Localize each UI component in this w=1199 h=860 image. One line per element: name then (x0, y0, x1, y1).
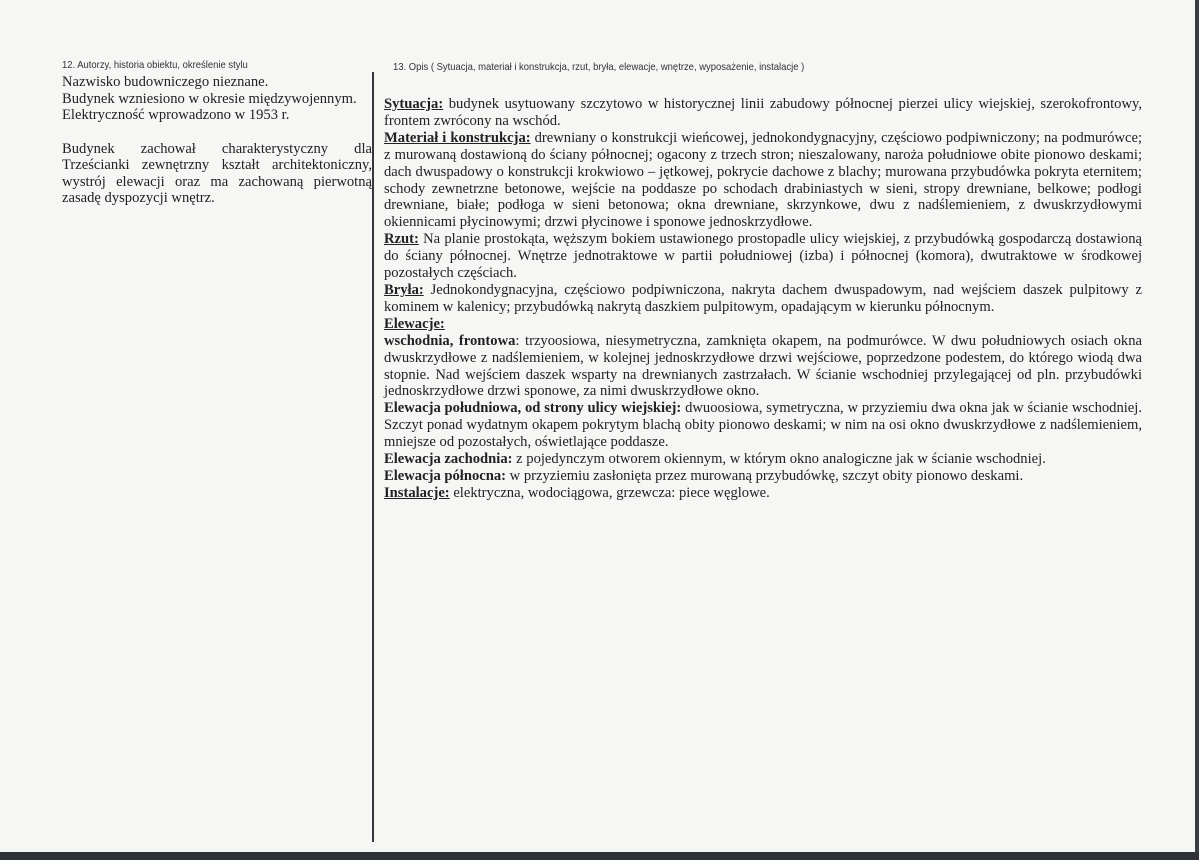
text-line: Elektryczność wprowadzono w 1953 r. (62, 107, 290, 123)
text-line: Budynek wzniesiono w okresie międzywojennym. (62, 90, 357, 107)
text: z pojedynczym otworem okiennym, w którym okno analogiczne jak w ścianie wschodniej. (512, 451, 1046, 468)
label: Sytuacja: (384, 96, 444, 112)
label: Materiał i konstrukcja: (384, 129, 531, 146)
section-12-body (62, 74, 372, 207)
elevation-east (384, 333, 1142, 401)
paragraph-instalacje (384, 485, 1142, 502)
paragraph-rzut (384, 231, 1142, 282)
label: Rzut: (384, 231, 419, 248)
label: Elewacja zachodnia: (384, 451, 513, 468)
label: Instalacje: (384, 484, 450, 501)
label: Bryła: (384, 281, 424, 298)
paragraph-elewacje (384, 316, 1142, 333)
text: drewniany o konstrukcji wieńcowej, jednokondygnacyjny, częściowo podpiwniczony; na podmurówce; z murowaną dostawioną do ściany północnej; ogacony z trzech stron; nieszalowany, naroża południowe obite pionowo deskami; dach dwuspadowy o konstrukcji krokwiowo – jętkowej, pokrycie dachowe z blachy; murowana przybudówka pokryta eternitem; schody zewnetrzne betonowe, wejście na poddasze po schodach drabiniastych w sieni, stropy drewniane, belkowe; podłogi drewniane, białe; podłoga w sieni betonowa; okna drewniane, skrzynkowe, dwu z nadślemieniem, z dwuskrzydłowymi okiennicami płycinowymi; drzwi płycinowe i sponowe jednoskrzydłowe. (384, 129, 1142, 231)
text: Jednokondygnacyjna, częściowo podpiwniczona, nakryta dachem dwuspadowym, nad wejściem daszek pulpitowy z kominem w kalenicy; przybudówką nakrytą daszkiem pulpitowym, opadającym w kierunku północnym. (384, 281, 1142, 315)
section-13-heading: 13. Opis ( Sytuacja, materiał i konstrukcja, rzut, bryła, elewacje, wnętrze, wyposażenie, instalacje ) (393, 61, 805, 73)
elevation-south (384, 400, 1142, 451)
elevation-north (384, 468, 1142, 485)
text: dwuoosiowa, symetryczna, w przyziemiu dwa okna jak w ścianie wschodniej. Szczyt ponad wydatnym okapem pokrytym blachą obity pionowo deskami; w nim na osi okno dwuskrzydłowe z nadślemieniem, mniejsze od pozostałych, oświetlające poddasze. (384, 400, 1142, 451)
text: w przyziemiu zasłonięta przez murowaną przybudówkę, szczyt obity pionowo deskami. (506, 467, 1024, 484)
text: budynek usytuowany szczytowo w historycznej linii zabudowy północnej pierzei ulicy wiejskiej, szerokofrontowy, frontem zwrócony na wschód. (384, 96, 1142, 129)
label: Elewacje: (384, 315, 445, 332)
column-divider (372, 72, 374, 842)
text: elektryczna, wodociągowa, grzewcza: piece węglowe. (449, 484, 770, 501)
text: : trzyoosiowa, niesymetryczna, zamknięta okapem, na podmurówce. W dwu południowych osiach okna dwuskrzydłowe z nadślemieniem, w kolejnej jednoskrzydłowe drzwi wejściowe, poprzedzone podestem, do którego wiodą dwa stopnie. Nad wejściem daszek wsparty na drewnianych zastrzałach. W ścianie wschodniej przylegającej od pln. przybudówki jednoskrzydłowe drzwi sponowe, za nimi dwuskrzydłowe okno. (384, 332, 1142, 400)
label: Elewacja północna: (384, 467, 507, 484)
text-line: Nazwisko budowniczego nieznane. (62, 74, 269, 90)
style-paragraph: Budynek zachował charakterystyczny dla Trześcianki zewnętrzny kształt architektoniczny, wystrój elewacji oraz ma zachowaną pierwotną zasadę dyspozycji wnętrz. (62, 140, 372, 206)
section-12-heading: 12. Autorzy, historia obiektu, określenie stylu (62, 59, 248, 71)
paragraph-material (384, 130, 1142, 231)
scan-edge-bottom (0, 852, 1199, 860)
elevation-west (384, 451, 1142, 468)
paragraph-bryla (384, 282, 1142, 316)
section-13-body (384, 96, 1142, 502)
paragraph-sytuacja (384, 96, 1142, 130)
scan-edge-right (1195, 0, 1199, 860)
text: Na planie prostokąta, węższym bokiem ustawionego prostopadle ulicy wiejskiej, z przybudówką gospodarczą dostawioną do ściany północnej. Wnętrze jednotraktowe w partii południowej (izba) i północnej (komora), dwutraktowe w środkowej pozostałych częściach. (384, 231, 1142, 282)
label: Elewacja południowa, od strony ulicy wiejskiej: (384, 400, 682, 417)
label: wschodnia, frontowa (384, 332, 516, 349)
